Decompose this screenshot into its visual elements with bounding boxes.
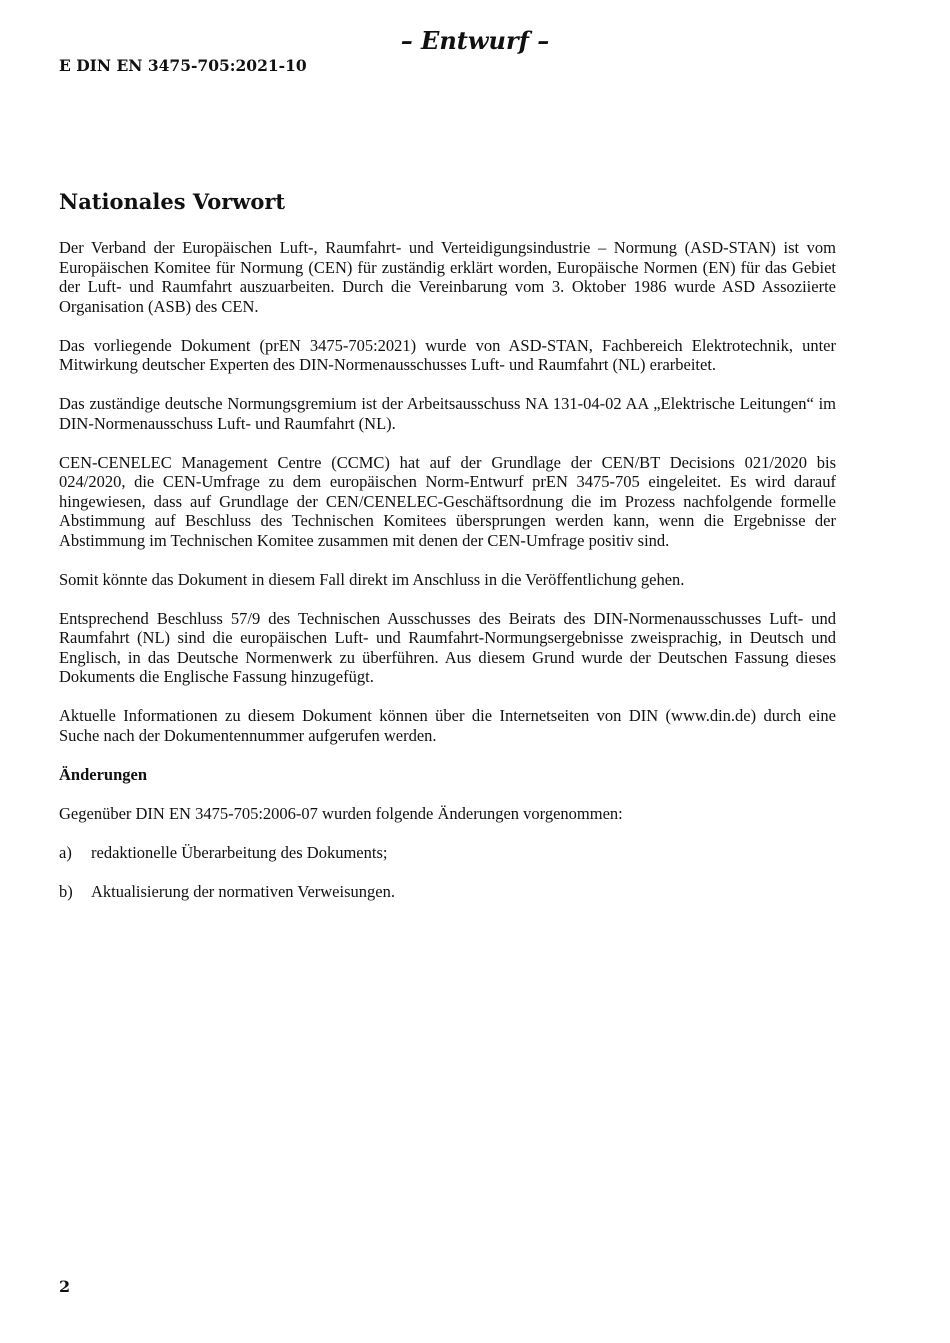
draft-watermark-title: – Entwurf – [400,26,550,55]
document-identifier: E DIN EN 3475-705:2021-10 [59,56,307,75]
list-item-text: Aktualisierung der normativen Verweisungen. [91,881,395,901]
paragraph-document-origin: Das vorliegende Dokument (prEN 3475-705:2021) wurde von ASD-STAN, Fachbereich Elektrotechnik, unter Mitwirkung deutscher Experten des DIN-Normenausschusses Luft- und Raumfahrt (NL) erarbeitet. [59,335,836,374]
paragraph-bilingual: Entsprechend Beschluss 57/9 des Technischen Ausschusses des Beirats des DIN-Normenausschusses Luft- und Raumfahrt (NL) sind die europäischen Luft- und Raumfahrt-Normungsergebnisse zweisprachig, in Deutsch und Englisch, in das Deutsche Normenwerk zu überführen. Aus diesem Grund wurde der Deutschen Fassung dieses Dokuments die Englische Fassung hinzugefügt. [59,608,836,686]
paragraph-committee: Das zuständige deutsche Normungsgremium ist der Arbeitsausschuss NA 131-04-02 AA „Elektrische Leitungen“ im DIN-Normenausschuss Luft- und Raumfahrt (NL). [59,394,836,433]
paragraph-publication: Somit könnte das Dokument in diesem Fall direkt im Anschluss in die Veröffentlichung gehen. [59,569,685,589]
changes-list [59,843,836,902]
document-body [59,186,836,921]
changes-heading: Änderungen [59,764,148,784]
list-item [59,882,836,902]
paragraph-asd-stan: Der Verband der Europäischen Luft-, Raumfahrt- und Verteidigungsindustrie – Normung (ASD-STAN) ist vom Europäischen Komitee für Normung (CEN) für zuständig erklärt worden, Europäische Normen (EN) für das Gebiet der Luft- und Raumfahrt auszuarbeiten. Durch die Vereinbarung vom 3. Oktober 1986 wurde ASD Assoziierte Organisation (ASB) des CEN. [59,238,836,316]
list-marker: a) [59,842,72,862]
list-marker: b) [59,881,73,901]
changes-intro: Gegenüber DIN EN 3475-705:2006-07 wurden folgende Änderungen vorgenommen: [59,803,623,823]
page-number: 2 [59,1277,71,1296]
list-item [59,843,836,863]
list-item-text: redaktionelle Überarbeitung des Dokuments; [91,842,388,862]
paragraph-current-info: Aktuelle Informationen zu diesem Dokument können über die Internetseiten von DIN (www.din.de) durch eine Suche nach der Dokumentennummer aufgerufen werden. [59,706,836,745]
page-title: Nationales Vorwort [59,189,286,214]
paragraph-ccmc-procedure: CEN-CENELEC Management Centre (CCMC) hat auf der Grundlage der CEN/BT Decisions 021/2020 bis 024/2020, die CEN-Umfrage zu dem europäischen Norm-Entwurf prEN 3475-705 eingeleitet. Es wird darauf hingewiesen, dass auf Grundlage der CEN/CENELEC-Geschäftsordnung die im Prozess nachfolgende formelle Abstimmung auf Beschluss des Technischen Komitees übersprungen werden kann, wenn die Ergebnisse der Abstimmung im Technischen Komitee zusammen mit denen der CEN-Umfrage positiv sind. [59,452,836,550]
